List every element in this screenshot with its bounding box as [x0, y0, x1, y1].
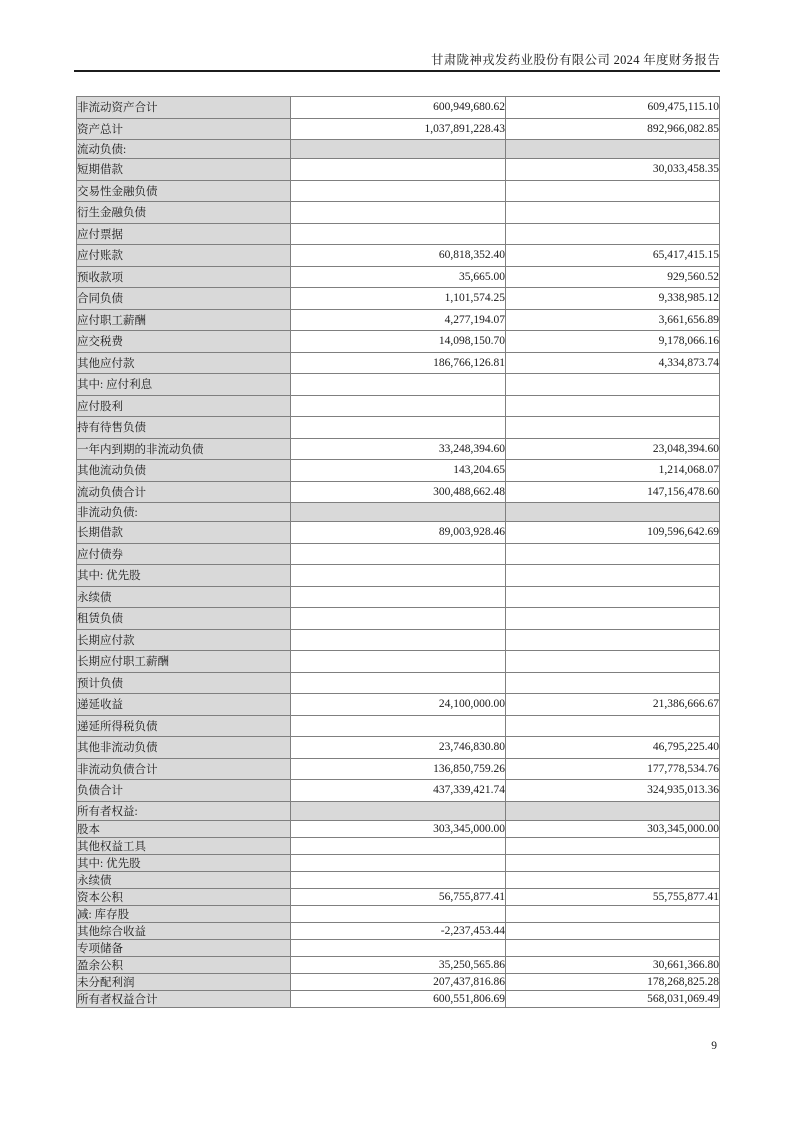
value-prior-period	[506, 608, 720, 630]
row-label: 衍生金融负债	[77, 202, 291, 224]
value-current-period: 186,766,126.81	[291, 352, 506, 374]
table-row	[77, 223, 720, 245]
value-current-period	[291, 837, 506, 854]
row-label: 应付股利	[77, 395, 291, 417]
table-row	[77, 586, 720, 608]
value-prior-period: 65,417,415.15	[506, 245, 720, 267]
table-row	[77, 694, 720, 716]
value-current-period	[291, 608, 506, 630]
value-prior-period: 55,755,877.41	[506, 888, 720, 905]
table-row	[77, 288, 720, 310]
table-row	[77, 990, 720, 1007]
row-label: 其他流动负债	[77, 460, 291, 482]
row-label: 应付职工薪酬	[77, 309, 291, 331]
row-label: 长期借款	[77, 522, 291, 544]
table-row	[77, 481, 720, 503]
value-current-period: 1,101,574.25	[291, 288, 506, 310]
value-prior-period	[506, 715, 720, 737]
row-label: 流动负债:	[77, 140, 291, 159]
table-row	[77, 922, 720, 939]
value-prior-period: 30,033,458.35	[506, 159, 720, 181]
table-row	[77, 352, 720, 374]
value-current-period	[291, 586, 506, 608]
table-row	[77, 374, 720, 396]
value-current-period	[291, 939, 506, 956]
value-current-period: 4,277,194.07	[291, 309, 506, 331]
table-row	[77, 180, 720, 202]
value-current-period: 35,665.00	[291, 266, 506, 288]
page-header	[431, 50, 720, 68]
value-prior-period: 324,935,013.36	[506, 780, 720, 802]
table-row	[77, 140, 720, 159]
value-prior-period	[506, 140, 720, 159]
value-prior-period	[506, 651, 720, 673]
table-row	[77, 503, 720, 522]
row-label: 长期应付款	[77, 629, 291, 651]
value-prior-period: 21,386,666.67	[506, 694, 720, 716]
value-prior-period	[506, 374, 720, 396]
value-current-period	[291, 180, 506, 202]
table-row	[77, 854, 720, 871]
value-prior-period	[506, 629, 720, 651]
value-current-period: 1,037,891,228.43	[291, 118, 506, 140]
value-prior-period	[506, 871, 720, 888]
row-label: 永续债	[77, 871, 291, 888]
value-prior-period: 23,048,394.60	[506, 438, 720, 460]
value-prior-period: 46,795,225.40	[506, 737, 720, 759]
value-prior-period: 929,560.52	[506, 266, 720, 288]
value-prior-period	[506, 905, 720, 922]
row-label: 所有者权益合计	[77, 990, 291, 1007]
table-row	[77, 939, 720, 956]
table-row	[77, 956, 720, 973]
row-label: 盈余公积	[77, 956, 291, 973]
table-row	[77, 543, 720, 565]
value-current-period: 600,551,806.69	[291, 990, 506, 1007]
row-label: 流动负债合计	[77, 481, 291, 503]
value-current-period: 303,345,000.00	[291, 820, 506, 837]
table-row	[77, 905, 720, 922]
value-current-period	[291, 629, 506, 651]
value-current-period: 600,949,680.62	[291, 97, 506, 119]
table-row	[77, 780, 720, 802]
value-prior-period: 1,214,068.07	[506, 460, 720, 482]
value-prior-period: 9,178,066.16	[506, 331, 720, 353]
value-prior-period: 4,334,873.74	[506, 352, 720, 374]
row-label: 合同负债	[77, 288, 291, 310]
row-label: 未分配利润	[77, 973, 291, 990]
value-current-period: 56,755,877.41	[291, 888, 506, 905]
row-label: 一年内到期的非流动负债	[77, 438, 291, 460]
value-prior-period	[506, 854, 720, 871]
row-label: 持有待售负债	[77, 417, 291, 439]
table-row	[77, 202, 720, 224]
balance-sheet-body	[77, 97, 720, 1008]
value-current-period: 300,488,662.48	[291, 481, 506, 503]
value-prior-period: 30,661,366.80	[506, 956, 720, 973]
value-prior-period	[506, 801, 720, 820]
row-label: 资本公积	[77, 888, 291, 905]
value-prior-period	[506, 223, 720, 245]
table-row	[77, 438, 720, 460]
value-current-period: 143,204.65	[291, 460, 506, 482]
value-current-period	[291, 801, 506, 820]
value-prior-period: 178,268,825.28	[506, 973, 720, 990]
value-current-period: 437,339,421.74	[291, 780, 506, 802]
value-prior-period	[506, 543, 720, 565]
table-row	[77, 871, 720, 888]
row-label: 其他应付款	[77, 352, 291, 374]
value-current-period: 136,850,759.26	[291, 758, 506, 780]
table-row	[77, 629, 720, 651]
table-row	[77, 565, 720, 587]
value-current-period	[291, 395, 506, 417]
row-label: 减: 库存股	[77, 905, 291, 922]
value-current-period: 33,248,394.60	[291, 438, 506, 460]
value-current-period: 35,250,565.86	[291, 956, 506, 973]
value-current-period: 24,100,000.00	[291, 694, 506, 716]
value-prior-period: 609,475,115.10	[506, 97, 720, 119]
table-row	[77, 331, 720, 353]
table-row	[77, 973, 720, 990]
value-current-period	[291, 374, 506, 396]
value-prior-period	[506, 672, 720, 694]
row-label: 预收款项	[77, 266, 291, 288]
value-prior-period	[506, 417, 720, 439]
value-prior-period	[506, 202, 720, 224]
value-current-period	[291, 202, 506, 224]
page-number: 9	[711, 1040, 717, 1052]
value-current-period	[291, 223, 506, 245]
value-prior-period	[506, 395, 720, 417]
value-prior-period	[506, 503, 720, 522]
value-current-period: 207,437,816.86	[291, 973, 506, 990]
header-rule	[74, 70, 720, 72]
value-prior-period	[506, 922, 720, 939]
row-label: 其中: 优先股	[77, 854, 291, 871]
table-row	[77, 672, 720, 694]
row-label: 递延所得税负债	[77, 715, 291, 737]
value-prior-period: 3,661,656.89	[506, 309, 720, 331]
row-label: 负债合计	[77, 780, 291, 802]
value-prior-period	[506, 565, 720, 587]
table-row	[77, 159, 720, 181]
row-label: 应付票据	[77, 223, 291, 245]
row-label: 资产总计	[77, 118, 291, 140]
table-row	[77, 737, 720, 759]
row-label: 应付账款	[77, 245, 291, 267]
value-prior-period	[506, 939, 720, 956]
row-label: 其他综合收益	[77, 922, 291, 939]
row-label: 预计负债	[77, 672, 291, 694]
value-current-period	[291, 140, 506, 159]
value-current-period	[291, 565, 506, 587]
value-current-period: 60,818,352.40	[291, 245, 506, 267]
row-label: 应付债券	[77, 543, 291, 565]
table-row	[77, 118, 720, 140]
value-current-period	[291, 503, 506, 522]
value-current-period	[291, 417, 506, 439]
table-row	[77, 97, 720, 119]
value-prior-period: 9,338,985.12	[506, 288, 720, 310]
table-row	[77, 245, 720, 267]
table-row	[77, 417, 720, 439]
row-label: 其他权益工具	[77, 837, 291, 854]
value-current-period: 23,746,830.80	[291, 737, 506, 759]
value-prior-period: 568,031,069.49	[506, 990, 720, 1007]
value-prior-period: 892,966,082.85	[506, 118, 720, 140]
table-row	[77, 801, 720, 820]
value-current-period: -2,237,453.44	[291, 922, 506, 939]
value-prior-period: 147,156,478.60	[506, 481, 720, 503]
value-current-period: 89,003,928.46	[291, 522, 506, 544]
table-row	[77, 608, 720, 630]
row-label: 租赁负债	[77, 608, 291, 630]
row-label: 专项储备	[77, 939, 291, 956]
value-current-period	[291, 672, 506, 694]
row-label: 短期借款	[77, 159, 291, 181]
row-label: 所有者权益:	[77, 801, 291, 820]
value-prior-period	[506, 180, 720, 202]
table-row	[77, 460, 720, 482]
row-label: 应交税费	[77, 331, 291, 353]
value-current-period	[291, 854, 506, 871]
value-current-period	[291, 651, 506, 673]
row-label: 交易性金融负债	[77, 180, 291, 202]
balance-sheet-table	[76, 96, 720, 1008]
row-label: 永续债	[77, 586, 291, 608]
value-current-period	[291, 905, 506, 922]
value-current-period: 14,098,150.70	[291, 331, 506, 353]
value-prior-period: 177,778,534.76	[506, 758, 720, 780]
report-title: 甘肃陇神戎发药业股份有限公司 2024 年度财务报告	[430, 53, 720, 67]
table-row	[77, 715, 720, 737]
table-row	[77, 395, 720, 417]
row-label: 其中: 优先股	[77, 565, 291, 587]
table-row	[77, 888, 720, 905]
value-prior-period: 109,596,642.69	[506, 522, 720, 544]
table-row	[77, 309, 720, 331]
row-label: 股本	[77, 820, 291, 837]
value-current-period	[291, 543, 506, 565]
row-label: 长期应付职工薪酬	[77, 651, 291, 673]
table-row	[77, 837, 720, 854]
table-row	[77, 522, 720, 544]
row-label: 其中: 应付利息	[77, 374, 291, 396]
value-prior-period: 303,345,000.00	[506, 820, 720, 837]
row-label: 递延收益	[77, 694, 291, 716]
table-row	[77, 758, 720, 780]
table-row	[77, 651, 720, 673]
row-label: 其他非流动负债	[77, 737, 291, 759]
table-row	[77, 820, 720, 837]
value-current-period	[291, 715, 506, 737]
value-prior-period	[506, 837, 720, 854]
value-current-period	[291, 159, 506, 181]
value-prior-period	[506, 586, 720, 608]
row-label: 非流动资产合计	[77, 97, 291, 119]
row-label: 非流动负债合计	[77, 758, 291, 780]
value-current-period	[291, 871, 506, 888]
table-row	[77, 266, 720, 288]
row-label: 非流动负债:	[77, 503, 291, 522]
